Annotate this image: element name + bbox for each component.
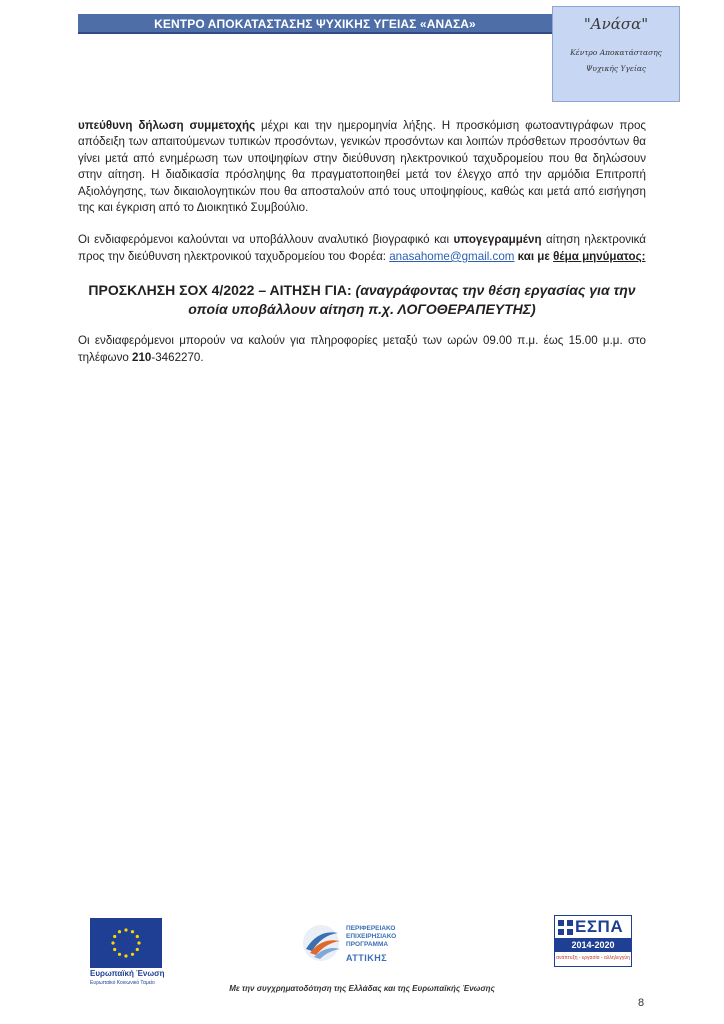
- document-body: [78, 118, 646, 382]
- espa-title: ΕΣΠΑ: [575, 917, 624, 936]
- greek-flag-icon: [558, 920, 573, 935]
- logo-line-1: Κέντρο Αποκατάστασης: [570, 48, 662, 57]
- paragraph-text: μέχρι και την ημερομηνία λήξης. Η προσκόμιση φωτοαντιγράφων προς απόδειξη των απαιτούμενων τυπικών προσόντων, γενικών προσόντων και λοιπών πρόσθετων προσόντων θα γίνει μετά από ενημέρωση των υποψηφίων στην διεύθυνση ηλεκτρονικού ταχυδρομείου που θα δηλώσουν στην αίτηση. Η διαδικασία πρόσληψης θα πραγματοποιηθεί μετά τον έλεγχο από την αρμόδια Επιτροπή Αξιολόγησης, των δικαιολογητικών που θα αποσταλούν από τους υποψηφίους, καθώς και μετά από εισήγηση της και έγκριση από το Διοικητικό Συμβούλιο.: [78, 119, 646, 215]
- paragraph-text: Οι ενδιαφερόμενοι καλούνται να υποβάλλουν αναλυτικό βιογραφικό και: [78, 233, 454, 247]
- espa-motto: ανάπτυξη - εργασία - αλληλεγγύη: [556, 955, 630, 961]
- attica-line-1: ΠΕΡΙΦΕΡΕΙΑΚΟ: [346, 925, 396, 932]
- logo-line-2: Ψυχικής Υγείας: [585, 64, 647, 73]
- page-number: 8: [638, 997, 645, 1009]
- espa-logo: [554, 915, 632, 967]
- eu-stars-icon: [90, 918, 162, 968]
- header-title: ΚΕΝΤΡΟ ΑΠΟΚΑΤΑΣΤΑΣΗΣ ΨΥΧΙΚΗΣ ΥΓΕΙΑΣ «ΑΝΑΣΑ»: [154, 17, 476, 31]
- bold-phrase: υπογεγραμμένη: [453, 233, 542, 247]
- phone-prefix: 210: [132, 350, 152, 364]
- email-link[interactable]: anasahome@gmail.com: [389, 249, 515, 263]
- attica-line-3: ΠΡΟΓΡΑΜΜΑ: [346, 941, 389, 948]
- header-bar: [78, 14, 552, 34]
- greek-cross-icon: [558, 920, 573, 935]
- headline-italic: (αναγράφοντας την θέση εργασίας για την οποία υποβάλλουν αίτηση π.χ. ΛΟΓΟΘΕΡΑΠΕΥΤΗΣ): [188, 282, 636, 318]
- eu-flag-logo: [90, 918, 162, 968]
- bold-phrase: υπεύθυνη δήλωση συμμετοχής: [78, 119, 256, 132]
- paragraph-text: αίτηση ηλεκτρονικά προς την διεύθυνση ηλεκτρονικού ταχυδρομείου του Φορέα:: [78, 233, 646, 263]
- cofinance-statement: Με την συγχρηματοδότηση της Ελλάδας και της Ευρωπαϊκής Ένωσης: [229, 984, 495, 993]
- subject-label: θέμα μηνύματος:: [553, 249, 646, 263]
- espa-years: 2014-2020: [555, 938, 631, 952]
- organization-logo: [552, 6, 680, 102]
- logo-name: "Ανάσα": [583, 15, 649, 33]
- attica-region: ΑΤΤΙΚΗΣ: [346, 953, 388, 963]
- attica-line-2: ΕΠΙΧΕΙΡΗΣΙΑΚΟ: [346, 933, 397, 940]
- headline-bold: ΠΡΟΣΚΛΗΣΗ ΣΟΧ 4/2022 – ΑΙΤΗΣΗ ΓΙΑ:: [88, 282, 356, 299]
- paragraph-text: και με: [514, 249, 554, 263]
- eu-caption: Ευρωπαϊκή Ένωση: [90, 969, 165, 978]
- paragraph-contact: [78, 333, 646, 366]
- paragraph-text: Οι ενδιαφερόμενοι μπορούν να καλούν για πληροφορίες μεταξύ των ωρών 09.00 π.μ. έως 15.00 μ.μ. στο τηλέφωνο: [78, 334, 646, 364]
- email-subject-headline: [78, 281, 646, 319]
- eu-subcaption: Ευρωπαϊκό Κοινωνικό Ταμείο: [90, 980, 155, 986]
- attica-program-logo-icon: [298, 923, 344, 963]
- phone-number: -3462270.: [151, 350, 204, 364]
- paragraph-submission: [78, 232, 646, 265]
- paragraph-declaration: [78, 118, 646, 216]
